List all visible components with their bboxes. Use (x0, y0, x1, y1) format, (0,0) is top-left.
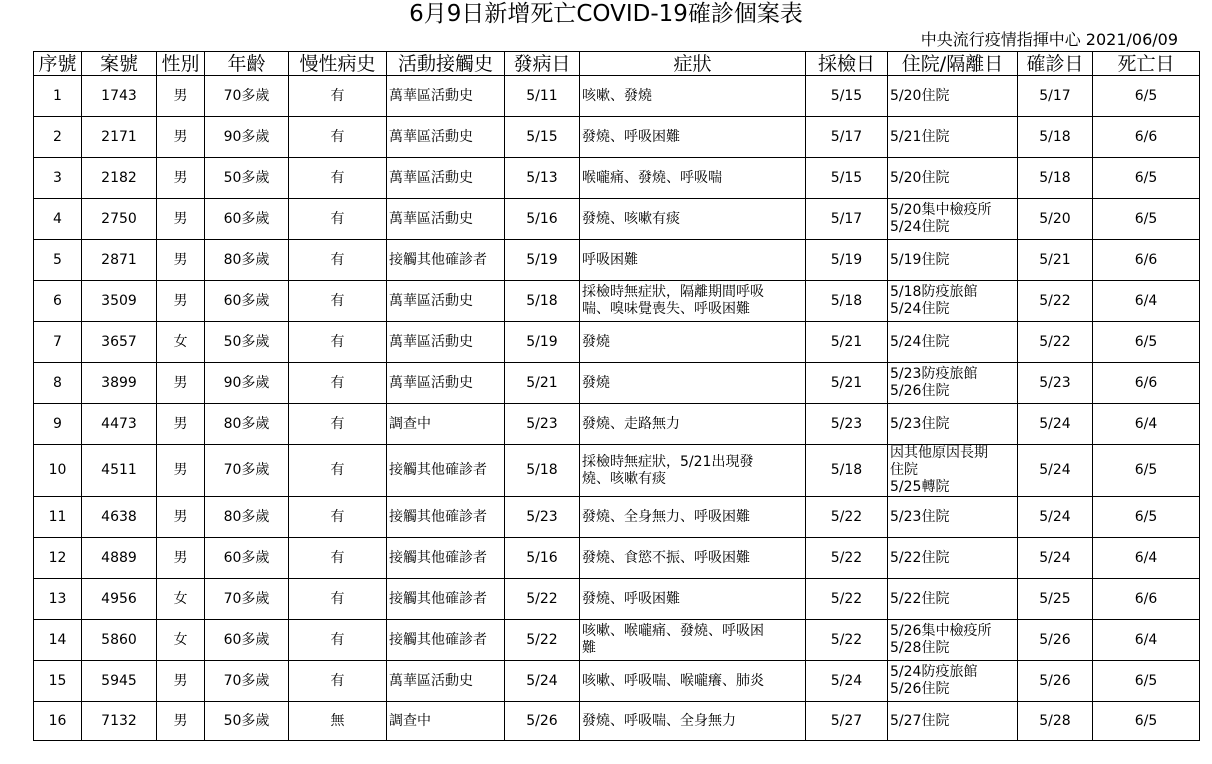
onset-date-cell: 5/22 (505, 620, 580, 661)
sex-cell: 男 (157, 281, 205, 322)
contact-history-cell: 萬華區活動史 (387, 661, 505, 702)
contact-history-cell: 萬華區活動史 (387, 76, 505, 117)
serial-cell: 1 (34, 76, 82, 117)
death-date-cell: 6/5 (1093, 199, 1200, 240)
onset-date-cell: 5/21 (505, 363, 580, 404)
hospital-date-cell: 5/24住院 (888, 322, 1018, 363)
confirm-date-cell: 5/24 (1018, 404, 1093, 445)
header-cell: 採檢日 (806, 52, 888, 76)
death-date-cell: 6/6 (1093, 579, 1200, 620)
hospital-date-cell: 5/21住院 (888, 117, 1018, 158)
onset-date-cell: 5/23 (505, 404, 580, 445)
case-number-cell: 7132 (82, 702, 157, 741)
table-row (34, 158, 1200, 199)
serial-cell: 7 (34, 322, 82, 363)
table-row (34, 281, 1200, 322)
sex-cell: 男 (157, 76, 205, 117)
sex-cell: 女 (157, 579, 205, 620)
confirm-date-cell: 5/25 (1018, 579, 1093, 620)
onset-date-cell: 5/18 (505, 445, 580, 497)
confirm-date-cell: 5/20 (1018, 199, 1093, 240)
chronic-history-cell: 有 (289, 158, 387, 199)
case-number-cell: 3899 (82, 363, 157, 404)
test-date-cell: 5/18 (806, 445, 888, 497)
table-row (34, 322, 1200, 363)
symptoms-cell: 採檢時無症狀，隔離期間呼吸 喘、嗅味覺喪失、呼吸困難 (580, 281, 806, 322)
death-date-cell: 6/5 (1093, 445, 1200, 497)
death-date-cell: 6/5 (1093, 702, 1200, 741)
death-date-cell: 6/5 (1093, 497, 1200, 538)
age-cell: 60多歲 (205, 199, 289, 240)
header-cell: 活動接觸史 (387, 52, 505, 76)
case-number-cell: 4511 (82, 445, 157, 497)
table-row (34, 497, 1200, 538)
age-cell: 70多歲 (205, 76, 289, 117)
age-cell: 70多歲 (205, 445, 289, 497)
sex-cell: 女 (157, 620, 205, 661)
table-row (34, 363, 1200, 404)
confirm-date-cell: 5/24 (1018, 445, 1093, 497)
onset-date-cell: 5/22 (505, 579, 580, 620)
symptoms-cell: 發燒、咳嗽有痰 (580, 199, 806, 240)
confirm-date-cell: 5/18 (1018, 158, 1093, 199)
chronic-history-cell: 有 (289, 579, 387, 620)
chronic-history-cell: 有 (289, 322, 387, 363)
serial-cell: 14 (34, 620, 82, 661)
page-title: 6月9日新增死亡COVID-19確診個案表 (409, 1, 803, 27)
contact-history-cell: 接觸其他確診者 (387, 538, 505, 579)
confirm-date-cell: 5/28 (1018, 702, 1093, 741)
death-date-cell: 6/4 (1093, 281, 1200, 322)
symptoms-cell: 發燒、走路無力 (580, 404, 806, 445)
serial-cell: 13 (34, 579, 82, 620)
death-date-cell: 6/6 (1093, 117, 1200, 158)
onset-date-cell: 5/16 (505, 199, 580, 240)
age-cell: 50多歲 (205, 702, 289, 741)
header-cell: 住院/隔離日 (888, 52, 1018, 76)
case-number-cell: 4473 (82, 404, 157, 445)
sex-cell: 男 (157, 117, 205, 158)
confirm-date-cell: 5/17 (1018, 76, 1093, 117)
case-number-cell: 1743 (82, 76, 157, 117)
hospital-date-cell: 5/23防疫旅館 5/26住院 (888, 363, 1018, 404)
serial-cell: 3 (34, 158, 82, 199)
serial-cell: 6 (34, 281, 82, 322)
hospital-date-cell: 5/22住院 (888, 579, 1018, 620)
contact-history-cell: 接觸其他確診者 (387, 445, 505, 497)
header-cell: 序號 (34, 52, 82, 76)
test-date-cell: 5/22 (806, 579, 888, 620)
hospital-date-cell: 5/18防疫旅館 5/24住院 (888, 281, 1018, 322)
contact-history-cell: 萬華區活動史 (387, 117, 505, 158)
contact-history-cell: 接觸其他確診者 (387, 497, 505, 538)
age-cell: 90多歲 (205, 117, 289, 158)
test-date-cell: 5/18 (806, 281, 888, 322)
test-date-cell: 5/15 (806, 158, 888, 199)
confirm-date-cell: 5/23 (1018, 363, 1093, 404)
case-number-cell: 2871 (82, 240, 157, 281)
confirm-date-cell: 5/26 (1018, 620, 1093, 661)
cases-table (33, 51, 1200, 741)
hospital-date-cell: 5/23住院 (888, 497, 1018, 538)
contact-history-cell: 接觸其他確診者 (387, 579, 505, 620)
header-cell: 死亡日 (1093, 52, 1200, 76)
chronic-history-cell: 有 (289, 445, 387, 497)
test-date-cell: 5/15 (806, 76, 888, 117)
hospital-date-cell: 5/22住院 (888, 538, 1018, 579)
header-cell: 年齡 (205, 52, 289, 76)
symptoms-cell: 呼吸困難 (580, 240, 806, 281)
table-row (34, 538, 1200, 579)
symptoms-cell: 咳嗽、發燒 (580, 76, 806, 117)
onset-date-cell: 5/13 (505, 158, 580, 199)
age-cell: 60多歲 (205, 281, 289, 322)
sex-cell: 男 (157, 404, 205, 445)
test-date-cell: 5/17 (806, 117, 888, 158)
contact-history-cell: 萬華區活動史 (387, 322, 505, 363)
onset-date-cell: 5/16 (505, 538, 580, 579)
chronic-history-cell: 無 (289, 702, 387, 741)
chronic-history-cell: 有 (289, 497, 387, 538)
confirm-date-cell: 5/18 (1018, 117, 1093, 158)
death-date-cell: 6/4 (1093, 404, 1200, 445)
death-date-cell: 6/5 (1093, 661, 1200, 702)
chronic-history-cell: 有 (289, 281, 387, 322)
serial-cell: 4 (34, 199, 82, 240)
source-note: 中央流行疫情指揮中心 2021/06/09 (920, 30, 1178, 49)
age-cell: 50多歲 (205, 322, 289, 363)
case-number-cell: 5945 (82, 661, 157, 702)
header-cell: 案號 (82, 52, 157, 76)
table-body (34, 76, 1200, 741)
onset-date-cell: 5/19 (505, 240, 580, 281)
case-number-cell: 4638 (82, 497, 157, 538)
confirm-date-cell: 5/21 (1018, 240, 1093, 281)
confirm-date-cell: 5/22 (1018, 281, 1093, 322)
case-number-cell: 3657 (82, 322, 157, 363)
confirm-date-cell: 5/24 (1018, 538, 1093, 579)
sex-cell: 男 (157, 199, 205, 240)
case-number-cell: 2182 (82, 158, 157, 199)
death-date-cell: 6/5 (1093, 322, 1200, 363)
hospital-date-cell: 5/23住院 (888, 404, 1018, 445)
sex-cell: 男 (157, 363, 205, 404)
serial-cell: 12 (34, 538, 82, 579)
onset-date-cell: 5/11 (505, 76, 580, 117)
test-date-cell: 5/21 (806, 322, 888, 363)
sex-cell: 男 (157, 538, 205, 579)
symptoms-cell: 發燒、食慾不振、呼吸困難 (580, 538, 806, 579)
test-date-cell: 5/22 (806, 497, 888, 538)
table-row (34, 661, 1200, 702)
death-date-cell: 6/5 (1093, 158, 1200, 199)
onset-date-cell: 5/26 (505, 702, 580, 741)
table-header-row (34, 52, 1200, 76)
contact-history-cell: 萬華區活動史 (387, 158, 505, 199)
test-date-cell: 5/21 (806, 363, 888, 404)
table-row (34, 579, 1200, 620)
chronic-history-cell: 有 (289, 199, 387, 240)
age-cell: 70多歲 (205, 579, 289, 620)
age-cell: 80多歲 (205, 240, 289, 281)
table-row (34, 445, 1200, 497)
table-row (34, 76, 1200, 117)
symptoms-cell: 發燒 (580, 322, 806, 363)
header-cell: 症狀 (580, 52, 806, 76)
chronic-history-cell: 有 (289, 117, 387, 158)
hospital-date-cell: 5/20住院 (888, 158, 1018, 199)
age-cell: 50多歲 (205, 158, 289, 199)
header-cell: 慢性病史 (289, 52, 387, 76)
table-row (34, 404, 1200, 445)
contact-history-cell: 接觸其他確診者 (387, 240, 505, 281)
contact-history-cell: 接觸其他確診者 (387, 620, 505, 661)
contact-history-cell: 調查中 (387, 702, 505, 741)
onset-date-cell: 5/18 (505, 281, 580, 322)
case-number-cell: 4889 (82, 538, 157, 579)
hospital-date-cell: 因其他原因長期 住院 5/25轉院 (888, 445, 1018, 497)
death-date-cell: 6/4 (1093, 538, 1200, 579)
chronic-history-cell: 有 (289, 363, 387, 404)
death-date-cell: 6/5 (1093, 76, 1200, 117)
symptoms-cell: 咳嗽、呼吸喘、喉嚨癢、肺炎 (580, 661, 806, 702)
table-row (34, 199, 1200, 240)
chronic-history-cell: 有 (289, 404, 387, 445)
symptoms-cell: 採檢時無症狀，5/21出現發 燒、咳嗽有痰 (580, 445, 806, 497)
serial-cell: 15 (34, 661, 82, 702)
symptoms-cell: 發燒 (580, 363, 806, 404)
sex-cell: 女 (157, 322, 205, 363)
sex-cell: 男 (157, 702, 205, 741)
hospital-date-cell: 5/20集中檢疫所 5/24住院 (888, 199, 1018, 240)
test-date-cell: 5/24 (806, 661, 888, 702)
onset-date-cell: 5/19 (505, 322, 580, 363)
serial-cell: 2 (34, 117, 82, 158)
serial-cell: 5 (34, 240, 82, 281)
hospital-date-cell: 5/27住院 (888, 702, 1018, 741)
symptoms-cell: 發燒、呼吸喘、全身無力 (580, 702, 806, 741)
confirm-date-cell: 5/24 (1018, 497, 1093, 538)
case-number-cell: 2750 (82, 199, 157, 240)
sex-cell: 男 (157, 445, 205, 497)
age-cell: 60多歲 (205, 620, 289, 661)
contact-history-cell: 萬華區活動史 (387, 281, 505, 322)
test-date-cell: 5/22 (806, 538, 888, 579)
symptoms-cell: 發燒、呼吸困難 (580, 117, 806, 158)
serial-cell: 9 (34, 404, 82, 445)
case-number-cell: 2171 (82, 117, 157, 158)
chronic-history-cell: 有 (289, 620, 387, 661)
sex-cell: 男 (157, 497, 205, 538)
test-date-cell: 5/19 (806, 240, 888, 281)
chronic-history-cell: 有 (289, 661, 387, 702)
serial-cell: 8 (34, 363, 82, 404)
age-cell: 90多歲 (205, 363, 289, 404)
hospital-date-cell: 5/19住院 (888, 240, 1018, 281)
age-cell: 70多歲 (205, 661, 289, 702)
symptoms-cell: 咳嗽、喉嚨痛、發燒、呼吸困 難 (580, 620, 806, 661)
confirm-date-cell: 5/26 (1018, 661, 1093, 702)
onset-date-cell: 5/24 (505, 661, 580, 702)
hospital-date-cell: 5/26集中檢疫所 5/28住院 (888, 620, 1018, 661)
death-date-cell: 6/4 (1093, 620, 1200, 661)
sex-cell: 男 (157, 158, 205, 199)
age-cell: 80多歲 (205, 404, 289, 445)
onset-date-cell: 5/15 (505, 117, 580, 158)
serial-cell: 10 (34, 445, 82, 497)
sex-cell: 男 (157, 240, 205, 281)
test-date-cell: 5/23 (806, 404, 888, 445)
confirm-date-cell: 5/22 (1018, 322, 1093, 363)
table-row (34, 117, 1200, 158)
symptoms-cell: 發燒、全身無力、呼吸困難 (580, 497, 806, 538)
chronic-history-cell: 有 (289, 538, 387, 579)
contact-history-cell: 萬華區活動史 (387, 199, 505, 240)
sex-cell: 男 (157, 661, 205, 702)
test-date-cell: 5/27 (806, 702, 888, 741)
header-cell: 確診日 (1018, 52, 1093, 76)
serial-cell: 11 (34, 497, 82, 538)
symptoms-cell: 喉嚨痛、發燒、呼吸喘 (580, 158, 806, 199)
case-number-cell: 4956 (82, 579, 157, 620)
table-row (34, 702, 1200, 741)
case-number-cell: 5860 (82, 620, 157, 661)
chronic-history-cell: 有 (289, 240, 387, 281)
test-date-cell: 5/17 (806, 199, 888, 240)
age-cell: 60多歲 (205, 538, 289, 579)
header-cell: 性別 (157, 52, 205, 76)
table-row (34, 620, 1200, 661)
case-number-cell: 3509 (82, 281, 157, 322)
table-row (34, 240, 1200, 281)
death-date-cell: 6/6 (1093, 240, 1200, 281)
symptoms-cell: 發燒、呼吸困難 (580, 579, 806, 620)
contact-history-cell: 調查中 (387, 404, 505, 445)
header-cell: 發病日 (505, 52, 580, 76)
hospital-date-cell: 5/20住院 (888, 76, 1018, 117)
age-cell: 80多歲 (205, 497, 289, 538)
onset-date-cell: 5/23 (505, 497, 580, 538)
serial-cell: 16 (34, 702, 82, 741)
contact-history-cell: 萬華區活動史 (387, 363, 505, 404)
death-date-cell: 6/6 (1093, 363, 1200, 404)
test-date-cell: 5/22 (806, 620, 888, 661)
chronic-history-cell: 有 (289, 76, 387, 117)
hospital-date-cell: 5/24防疫旅館 5/26住院 (888, 661, 1018, 702)
